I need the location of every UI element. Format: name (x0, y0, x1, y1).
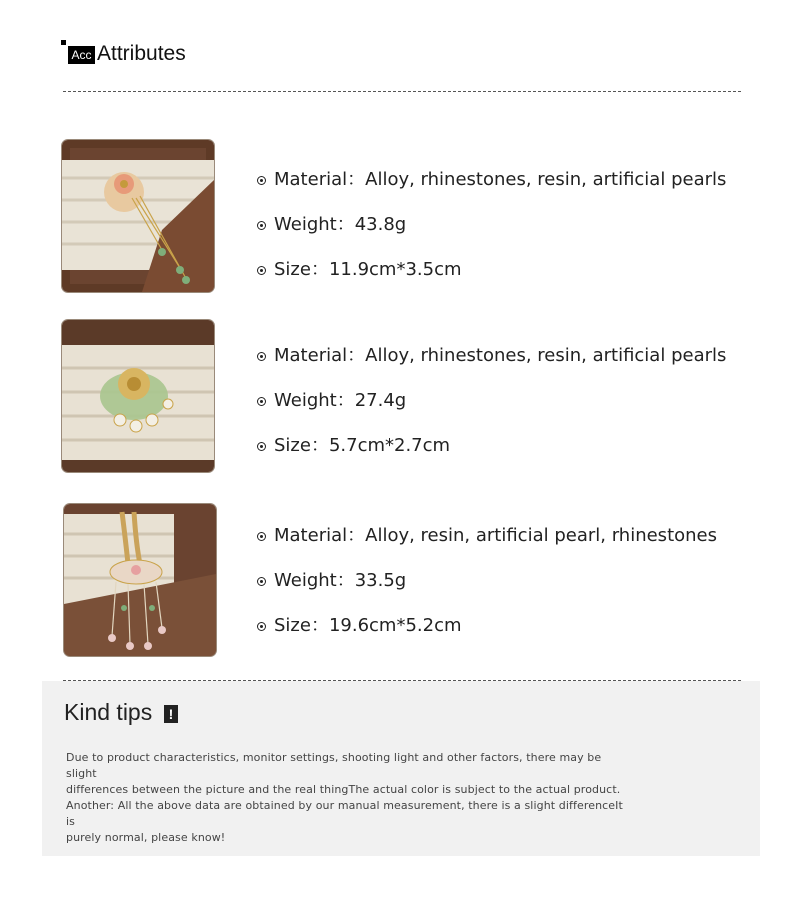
divider-top (63, 91, 741, 92)
product-3-size: Size：19.6cm*5.2cm (257, 611, 462, 637)
kind-tips-panel (42, 681, 760, 856)
product-1-size: Size：11.9cm*3.5cm (257, 255, 462, 281)
bullet-icon (257, 532, 266, 541)
tips-line-4: purely normal, please know! (66, 831, 226, 844)
product-image-2[interactable] (61, 319, 215, 473)
kind-tips-title: Kind tips (64, 699, 153, 725)
product-row-2 (0, 319, 800, 474)
product-image-1[interactable] (61, 139, 215, 293)
bullet-icon (257, 442, 266, 451)
tips-line-1: Due to product characteristics, monitor settings, shooting light and other factors, there may be slight (66, 751, 602, 780)
bullet-icon (257, 352, 266, 361)
product-2-material: Material：Alloy, rhinestones, resin, artificial pearls (257, 341, 726, 367)
exclamation-icon: ! (164, 705, 178, 723)
product-3-weight: Weight：33.5g (257, 566, 406, 592)
product-row-3 (0, 503, 800, 658)
product-3-material: Material：Alloy, resin, artificial pearl, rhinestones (257, 521, 717, 547)
product-image-3[interactable] (63, 503, 217, 657)
section-title: Attributes (97, 42, 186, 65)
tips-line-3: Another: All the above data are obtained by our manual measurement, there is a slight differenceIt is (66, 799, 623, 828)
header-decoration-dot (61, 40, 66, 45)
bullet-icon (257, 266, 266, 275)
bullet-icon (257, 577, 266, 586)
kind-tips-text (66, 750, 626, 846)
bullet-icon (257, 397, 266, 406)
product-row-1 (0, 139, 800, 294)
header-badge: Acc (68, 46, 95, 64)
product-2-weight: Weight：27.4g (257, 386, 406, 412)
bullet-icon (257, 176, 266, 185)
product-1-material: Material：Alloy, rhinestones, resin, artificial pearls (257, 165, 726, 191)
bullet-icon (257, 221, 266, 230)
divider-bottom (63, 680, 741, 681)
bullet-icon (257, 622, 266, 631)
tips-line-2: differences between the picture and the real thingThe actual color is subject to the actual product. (66, 783, 621, 796)
product-2-size: Size：5.7cm*2.7cm (257, 431, 450, 457)
product-1-weight: Weight：43.8g (257, 210, 406, 236)
